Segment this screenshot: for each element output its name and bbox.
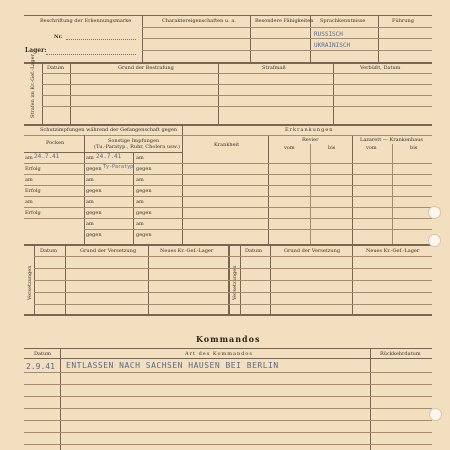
ill-col-revier: Revier [302,137,319,143]
ill-revier-vom: vom [284,145,295,151]
header-col3-title: Besondere Fähigkeiten [255,18,314,24]
vacc-label: Erfolg [25,188,41,194]
lager-label: Lager: [25,47,47,54]
vaccinations-title: Schutzimpfungen während der Gefangenschaft gegen [40,127,178,133]
nr-label: Nr. [54,34,63,40]
kommandos-col-datum: Datum [34,351,51,357]
ill-revier-bis: bis [328,145,336,151]
punish-col-verbuesst: Verbüßt, Datum [360,65,401,71]
vacc-label: gegen [136,232,152,238]
vacc-label: gegen [136,188,152,194]
ill-col-lazarett: Lazarett — Krankenhaus [360,137,423,143]
ill-lazarett-bis: bis [410,145,418,151]
vacc-label: gegen [136,210,152,216]
ill-col-krankheit: Krankheit [214,142,240,148]
vacc-value: 24.7.41 [34,153,60,160]
vacc-label: am [136,221,144,227]
punish-col-grund: Grund der Bestrafung [118,65,174,71]
vacc-col-pocken: Pocken [46,140,65,146]
kommandos-col-art: Art des Kommandos [185,351,253,357]
vacc-col-sonstige-sub: (Tu.-Paratyp., Ruhr, Cholera usw.) [94,144,180,150]
vacc-value: 24.7.41 [96,153,122,160]
vacc-label: gegen [86,210,102,216]
vacc-label: am [136,199,144,205]
vacc-col-sonstige: Sonstige Impfungen [108,138,160,144]
kommandos-col-rueck: Rückkehrdatum [380,351,421,357]
transfers-left-side-label: Versetzungen [27,265,33,300]
language-1: RUSSISCH [314,31,343,38]
ill-lazarett-vom: vom [366,145,377,151]
vacc-label: Erfolg [25,210,41,216]
vacc-value: Ty-Paratyp [103,164,134,170]
punish-col-strafmass: Strafmaß [262,65,286,71]
vacc-label: gegen [136,166,152,172]
transfer-right-col-datum: Datum [245,248,262,254]
vacc-label: am [86,177,94,183]
header-col5-title: Führung [392,18,414,24]
illnesses-title: Erkrankungen [285,127,334,133]
vacc-label: gegen [86,232,102,238]
transfer-right-col-grund: Grund der Versetzung [284,248,341,254]
transfer-left-col-lager: Neues Kr.-Gef.-Lager [160,248,214,254]
kommandos-title: Kommandos [196,334,261,344]
vacc-label: am [25,199,33,205]
vacc-label: am [25,155,33,161]
vacc-label: Erfolg [25,166,41,172]
punch-hole [428,206,441,219]
kommandos-entry-date: 2.9.41 [26,362,55,371]
vacc-label: am [25,177,33,183]
header-col1-title: Beschriftung der Erkennungsmarke [40,18,132,24]
header-col2-title: Charaktereigenschaften u. a. [162,18,236,24]
vacc-label: am [86,221,94,227]
language-2: UKRAINISCH [314,42,351,49]
kommandos-entry-text: ENTLASSEN NACH SACHSEN HAUSEN BEI BERLIN [66,361,279,370]
vacc-label: gegen [86,188,102,194]
punish-col-datum: Datum [47,65,64,71]
punch-hole [429,408,442,421]
vacc-label: am [86,199,94,205]
vacc-label: am [86,155,94,161]
header-col4-title: Sprachkenntnisse [320,18,366,24]
transfers-right-side-label: Versetzungen [232,265,238,300]
vacc-label: am [136,155,144,161]
vacc-label: am [136,177,144,183]
transfer-left-col-datum: Datum [40,248,57,254]
transfer-left-col-grund: Grund der Versetzung [80,248,137,254]
punishments-side-label: Strafen im Kr.-Gef.-Lager [30,54,36,118]
vacc-label: gegen [86,166,102,172]
punch-hole [428,234,441,247]
transfer-right-col-lager: Neues Kr.-Gef.-Lager [366,248,420,254]
